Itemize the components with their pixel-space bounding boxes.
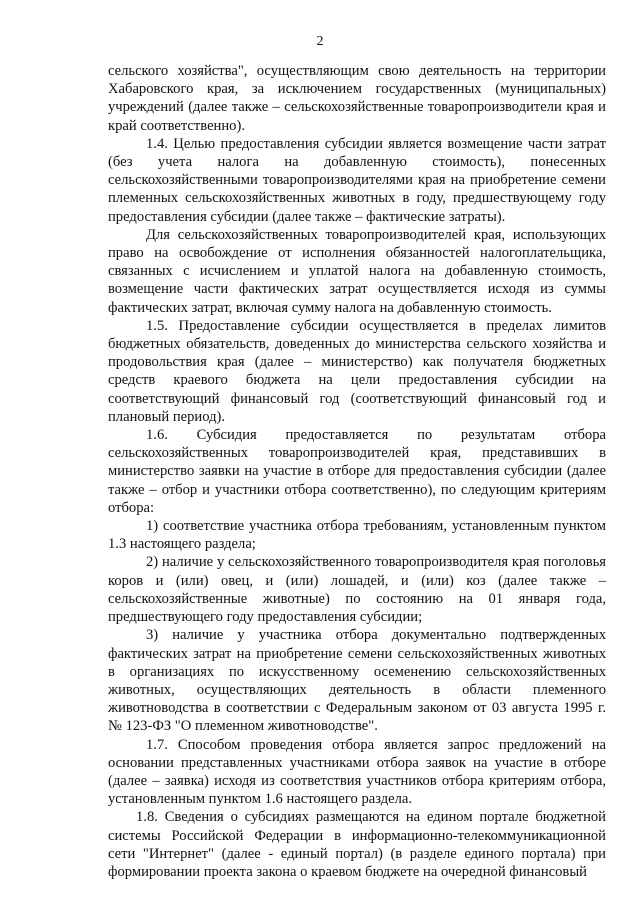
paragraph-1-8: 1.8. Сведения о субсидиях размещаются на едином портале бюджетной системы Российской Федерации в информационно-телекоммуникационной сети "Интернет" (далее - единый портал) (в разделе единого портала) при формировании проекта закона о краевом бюджете на очередной финансовый: [108, 809, 606, 880]
page-number: 2: [316, 34, 324, 49]
list-item: 3) наличие у участника отбора документально подтвержденных фактических затрат на приобретение семени сельскохозяйственных животных в организациях по искусственному осеменению сельскохозяйственных животных, осуществляющих деятельность в области племенного животноводства в соответствии с Федеральным законом от 03 августа 1995 г. № 123-ФЗ "О племенном животноводстве".: [108, 627, 606, 735]
paragraph-1-6: 1.6. Субсидия предоставляется по результатам отбора сельскохозяйственных товаропроизводителей края, представивших в министерство заявки на участие в отборе для предоставления субсидии (далее также – отбор и участники отбора соответственно), по следующим критериям отбора:: [108, 427, 606, 516]
list-item: 1) соответствие участника отбора требованиям, установленным пунктом 1.3 настоящего раздела;: [108, 518, 606, 553]
paragraph: сельского хозяйства", осуществляющим свою деятельность на территории Хабаровского края, за исключением государственных (муниципальных) учреждений (далее также – сельскохозяйственные товаропроизводители края и край соответственно).: [108, 63, 606, 134]
paragraph-1-4: 1.4. Целью предоставления субсидии является возмещение части затрат (без учета налога на добавленную стоимость), понесенных сельскохозяйственными товаропроизводителями края на приобретение семени племенных сельскохозяйственных животных в году, предшествующему году предоставления субсидии (далее также – фактические затраты).: [108, 135, 606, 225]
document-body: [108, 62, 606, 881]
paragraph-1-5: 1.5. Предоставление субсидии осуществляется в пределах лимитов бюджетных обязательств, доведенных до министерства сельского хозяйства и продовольствия края (далее – министерство) как получателя бюджетных средств краевого бюджета на цели предоставления субсидии на соответствующий финансовый год (соответствующий финансовый год и плановый период).: [108, 317, 606, 425]
paragraph-1-7: 1.7. Способом проведения отбора является запрос предложений на основании представленных участниками отбора заявок на участие в отборе (далее – заявка) исходя из соответствия участников отбора критериям отбора, установленным пунктом 1.6 настоящего раздела.: [108, 736, 606, 808]
paragraph: Для сельскохозяйственных товаропроизводителей края, использующих право на освобождение от исполнения обязанностей налогоплательщика, связанных с исчислением и уплатой налога на добавленную стоимость, возмещение части фактических затрат осуществляется исходя из суммы фактических затрат, включая сумму налога на добавленную стоимость.: [108, 226, 606, 316]
list-item: 2) наличие у сельскохозяйственного товаропроизводителя края поголовья коров и (или) овец, и (или) лошадей, и (или) коз (далее также – сельскохозяйственные животные) по состоянию на 01 января года, предшествующего году предоставления субсидии;: [108, 554, 606, 626]
